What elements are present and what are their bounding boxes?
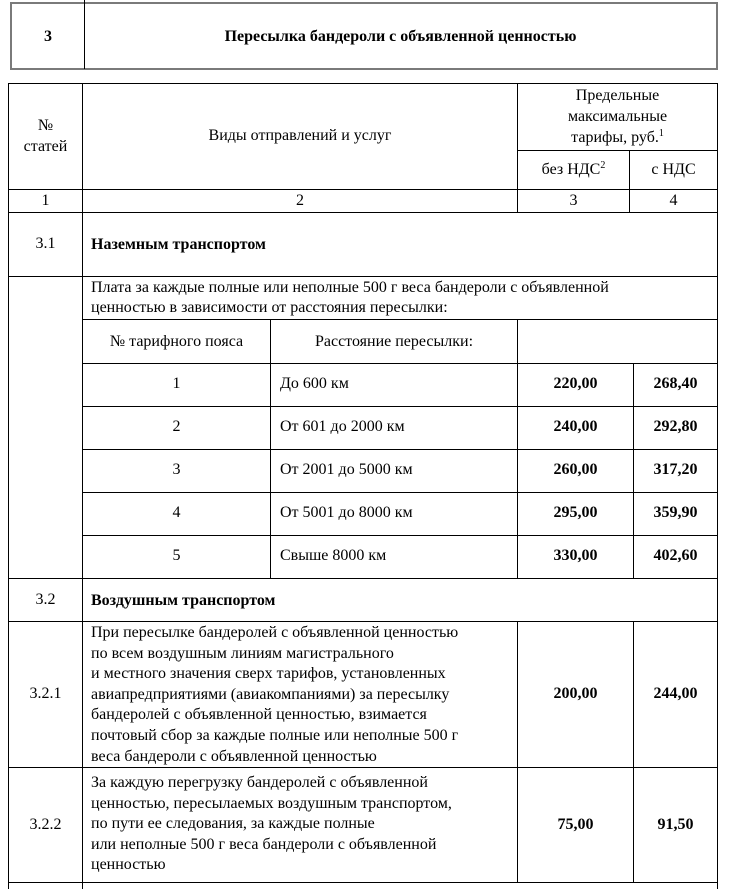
zone-distance: Свыше 8000 км [280, 547, 387, 564]
price-with-vat: 244,00 [653, 685, 698, 702]
price-with-vat: 292,80 [653, 418, 698, 435]
header-with-vat: с НДС [651, 161, 696, 178]
col-index-3: 3 [569, 192, 578, 209]
distance-header: Расстояние пересылки: [314, 333, 474, 350]
footnote-1: 1 [658, 128, 664, 139]
zone-number: 4 [172, 504, 181, 521]
divider [716, 2, 718, 70]
item-text-line: За каждую перегрузку бандеролей с объявленной [91, 774, 428, 791]
divider [517, 150, 717, 151]
air-title: Воздушным транспортом [91, 592, 276, 609]
zone-number: 3 [172, 461, 181, 478]
ground-description-line2: ценностью в зависимости от расстояния пересылки: [91, 299, 448, 316]
divider [82, 319, 718, 320]
divider [11, 68, 718, 70]
divider [8, 83, 718, 84]
divider [8, 621, 718, 622]
header-no-vat [518, 160, 629, 180]
item-number: 3.2.2 [29, 816, 62, 833]
divider [8, 882, 718, 883]
price-with-vat: 359,90 [653, 504, 698, 521]
item-text-line: по пути ее следования, за каждые полные [91, 815, 375, 833]
zone-header: № тарифного пояса [109, 333, 244, 350]
air-number: 3.2 [35, 591, 56, 608]
zone-number: 2 [172, 418, 181, 435]
header-tariffs-line2: максимальные [567, 108, 668, 125]
item-text-line: авиапредприятиями (авиакомпаниями) за пересылку [91, 685, 450, 703]
header-number-line1: № [37, 117, 54, 134]
header-types: Виды отправлений и услуг [208, 127, 392, 144]
item-text-line: почтовый сбор за каждые полные или неполные 500 г [91, 727, 459, 744]
divider [82, 492, 718, 493]
ground-description-line1: Плата за каждые полные или неполные 500 г веса бандероли с объявленной [91, 279, 609, 296]
price-no-vat: 200,00 [553, 685, 598, 702]
col-index-1: 1 [41, 192, 50, 209]
item-text-line: веса бандероли с объявленной ценностью [91, 747, 377, 765]
ground-number: 3.1 [35, 235, 56, 252]
divider [82, 363, 718, 364]
divider [517, 621, 518, 882]
section-title: Пересылка бандероли с объявленной ценностью [224, 28, 577, 45]
divider [82, 535, 718, 536]
price-with-vat: 317,20 [653, 461, 698, 478]
price-no-vat: 240,00 [553, 418, 598, 435]
header-no-vat-text: без НДС [541, 161, 601, 178]
header-tariffs-text: тарифы, руб. [571, 129, 659, 146]
divider [8, 276, 718, 277]
item-text-line: по всем воздушным линиям магистрального [91, 644, 394, 662]
zone-distance: От 5001 до 8000 км [280, 504, 413, 521]
divider [717, 83, 718, 889]
price-no-vat: 260,00 [553, 461, 598, 478]
zone-number: 5 [172, 547, 181, 564]
price-with-vat: 268,40 [653, 375, 698, 392]
price-no-vat: 75,00 [557, 816, 594, 833]
col-index-4: 4 [669, 192, 678, 209]
item-text-line: и местного значения сверх тарифов, установленных [91, 665, 446, 683]
divider [82, 406, 718, 407]
price-no-vat: 330,00 [553, 547, 598, 564]
price-no-vat: 295,00 [553, 504, 598, 521]
zone-number: 1 [172, 375, 181, 392]
item-text-line: ценностью [91, 856, 166, 874]
item-text-line: ценностью, пересылаемых воздушным транспортом, [91, 794, 452, 812]
ground-title: Наземным транспортом [91, 236, 266, 253]
divider [11, 2, 718, 4]
item-text-line: или неполные 500 г веса бандероли с объявленной [91, 835, 437, 853]
price-no-vat: 220,00 [553, 375, 598, 392]
header-tariffs-line1: Предельные [575, 87, 660, 104]
item-text-line: бандеролей с объявленной ценностью, взимается [91, 706, 427, 724]
divider [8, 189, 718, 190]
item-text-line: При пересылке бандеролей с объявленной ценностью [91, 624, 459, 641]
divider [8, 578, 718, 579]
item-number: 3.2.1 [29, 685, 62, 702]
price-with-vat: 402,60 [653, 547, 698, 564]
section-number: 3 [44, 28, 52, 45]
zone-distance: От 2001 до 5000 км [280, 461, 413, 478]
divider [82, 449, 718, 450]
col-index-2: 2 [296, 192, 304, 209]
divider [633, 621, 634, 882]
price-with-vat: 91,50 [657, 816, 694, 833]
zone-distance: До 600 км [280, 375, 349, 392]
header-tariffs-line3 [518, 128, 717, 148]
zone-distance: От 601 до 2000 км [280, 418, 405, 435]
header-number-line2: статей [23, 138, 68, 155]
footnote-2: 2 [600, 160, 606, 171]
divider [8, 212, 718, 213]
